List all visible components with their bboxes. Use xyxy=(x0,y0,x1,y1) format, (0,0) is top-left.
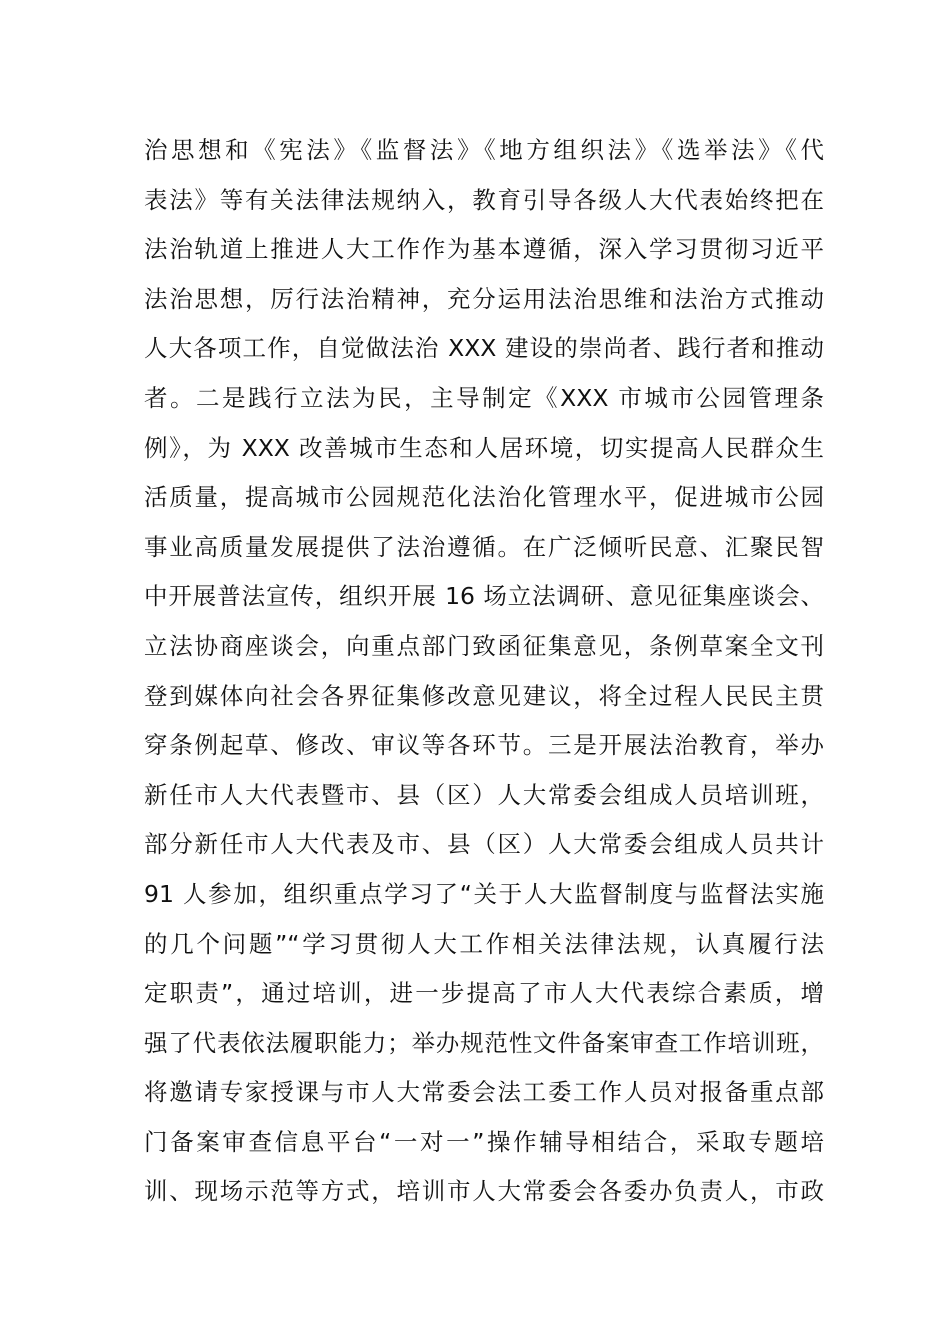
text-line: 登到媒体向社会各界征集修改意见建议，将全过程人民民主贯 xyxy=(144,681,824,710)
text-line: 表法》等有关法律法规纳入，教育引导各级人大代表始终把在 xyxy=(144,185,824,214)
body-text xyxy=(144,126,824,1217)
text-line: 91 人参加，组织重点学习了“关于人大监督制度与监督法实施 xyxy=(144,879,824,908)
text-line: 部分新任市人大代表及市、县（区）人大常委会组成人员共计 xyxy=(144,830,824,859)
text-line: 治思想和《宪法》《监督法》《地方组织法》《选举法》《代 xyxy=(144,136,824,164)
text-line: 立法协商座谈会，向重点部门致函征集意见，条例草案全文刊 xyxy=(144,631,824,660)
text-line: 强了代表依法履职能力；举办规范性文件备案审查工作培训班， xyxy=(144,1028,824,1057)
text-line: 的几个问题”“学习贯彻人大工作相关法律法规，认真履行法 xyxy=(144,929,824,958)
text-line: 定职责”，通过培训，进一步提高了市人大代表综合素质，增 xyxy=(144,979,824,1008)
text-line: 者。二是践行立法为民，主导制定《XXX 市城市公园管理条 xyxy=(144,383,824,412)
text-line: 法治轨道上推进人大工作作为基本遵循，深入学习贯彻习近平 xyxy=(144,235,824,264)
text-line: 事业高质量发展提供了法治遵循。在广泛倾听民意、汇聚民智 xyxy=(144,532,824,561)
text-line: 人大各项工作，自觉做法治 XXX 建设的崇尚者、践行者和推动 xyxy=(144,334,824,363)
text-line: 法治思想，厉行法治精神，充分运用法治思维和法治方式推动 xyxy=(144,284,824,313)
text-line: 训、现场示范等方式，培训市人大常委会各委办负责人，市政 xyxy=(144,1177,824,1206)
text-line: 门备案审查信息平台“一对一”操作辅导相结合，采取专题培 xyxy=(144,1127,824,1156)
text-line: 将邀请专家授课与市人大常委会法工委工作人员对报备重点部 xyxy=(144,1078,824,1107)
text-line: 活质量，提高城市公园规范化法治化管理水平，促进城市公园 xyxy=(144,483,824,512)
text-line: 中开展普法宣传，组织开展 16 场立法调研、意见征集座谈会、 xyxy=(144,582,824,611)
text-line: 新任市人大代表暨市、县（区）人大常委会组成人员培训班， xyxy=(144,780,824,809)
text-line: 穿条例起草、修改、审议等各环节。三是开展法治教育，举办 xyxy=(144,731,824,760)
text-line: 例》，为 XXX 改善城市生态和人居环境，切实提高人民群众生 xyxy=(144,433,824,462)
